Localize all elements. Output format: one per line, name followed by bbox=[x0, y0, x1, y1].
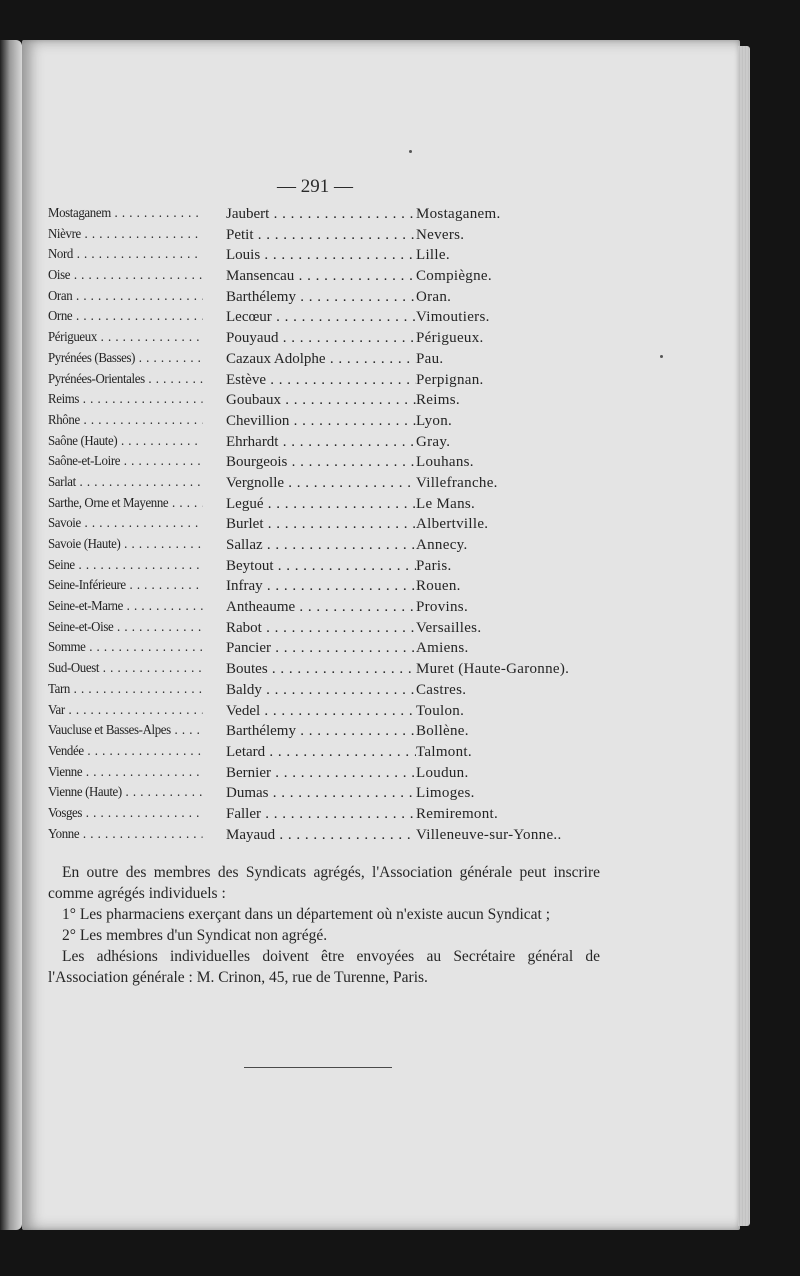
department-cell: Sarlat . . . bbox=[48, 475, 203, 491]
pharmacist-name-cell: Petit . . . bbox=[226, 227, 416, 244]
department-cell: Seine-et-Marne . . . bbox=[48, 599, 203, 615]
department-cell: Oran . . . bbox=[48, 289, 203, 305]
city-cell: Villeneuve-sur-Yonne.. bbox=[416, 826, 562, 843]
list-row bbox=[48, 372, 608, 393]
department-cell: Tarn . . . bbox=[48, 682, 203, 698]
intro-paragraph: En outre des membres des Syndicats agrégés, l'Association générale peut inscrire comme agrégés individuels : bbox=[48, 864, 600, 902]
pharmacist-name-cell: Infray . . . bbox=[226, 578, 416, 595]
department-cell: Orne . . . bbox=[48, 309, 203, 325]
pharmacist-name-cell: Lecœur . . . bbox=[226, 309, 416, 326]
pharmacist-name-cell: Bernier . . . bbox=[226, 765, 416, 782]
city-cell: Compiègne. bbox=[416, 268, 492, 285]
list-row bbox=[48, 496, 608, 517]
section-divider bbox=[244, 1067, 392, 1068]
department-cell: Sud-Ouest . . . bbox=[48, 661, 203, 677]
list-row bbox=[48, 475, 608, 496]
department-cell: Nièvre . . . bbox=[48, 227, 203, 243]
list-row bbox=[48, 289, 608, 310]
pharmacist-name-cell: Boutes . . . bbox=[226, 661, 416, 678]
department-cell: Vaucluse et Basses-Alpes . . . bbox=[48, 723, 203, 739]
city-cell: Louhans. bbox=[416, 454, 474, 471]
list-row bbox=[48, 578, 608, 599]
department-cell: Sarthe, Orne et Mayenne . . . bbox=[48, 496, 203, 512]
list-row bbox=[48, 599, 608, 620]
pharmacist-name-cell: Faller . . . bbox=[226, 806, 416, 823]
department-cell: Reims . . . bbox=[48, 392, 203, 408]
list-row bbox=[48, 640, 608, 661]
city-cell: Muret (Haute-Garonne). bbox=[416, 661, 570, 678]
department-cell: Yonne . . . bbox=[48, 827, 203, 843]
department-cell: Seine-Inférieure . . . bbox=[48, 578, 203, 594]
city-cell: Loudun. bbox=[416, 764, 469, 781]
city-cell: Albertville. bbox=[416, 516, 489, 533]
department-cell: Somme . . . bbox=[48, 640, 203, 656]
city-cell: Amiens. bbox=[416, 640, 469, 657]
department-cell: Vosges . . . bbox=[48, 806, 203, 822]
department-cell: Savoie . . . bbox=[48, 516, 203, 532]
list-row bbox=[48, 558, 608, 579]
item-1-paragraph: 1° Les pharmaciens exerçant dans un département où n'existe aucun Syndicat ; bbox=[62, 906, 551, 923]
department-cell: Pyrénées-Orientales . . . bbox=[48, 372, 203, 388]
list-row bbox=[48, 620, 608, 641]
list-row bbox=[48, 330, 608, 351]
city-cell: Rouen. bbox=[416, 578, 461, 595]
city-cell: Remiremont. bbox=[416, 805, 499, 822]
pharmacist-name-cell: Jaubert . . . bbox=[226, 206, 416, 223]
department-cell: Mostaganem . . . bbox=[48, 206, 203, 222]
list-row bbox=[48, 227, 608, 248]
pharmacist-name-cell: Vedel . . . bbox=[226, 703, 416, 720]
list-row bbox=[48, 351, 608, 372]
pharmacist-name-cell: Dumas . . . bbox=[226, 785, 416, 802]
city-cell: Périgueux. bbox=[416, 330, 484, 347]
department-cell: Seine-et-Oise . . . bbox=[48, 620, 203, 636]
pharmacist-name-cell: Louis . . . bbox=[226, 247, 416, 264]
city-cell: Vimoutiers. bbox=[416, 309, 490, 326]
pharmacist-name-cell: Baldy . . . bbox=[226, 682, 416, 699]
list-row bbox=[48, 785, 608, 806]
list-row bbox=[48, 516, 608, 537]
list-row bbox=[48, 827, 608, 848]
list-row bbox=[48, 268, 608, 289]
pharmacist-name-cell: Legué . . . bbox=[226, 496, 416, 513]
pharmacist-name-cell: Bourgeois . . . bbox=[226, 454, 416, 471]
city-cell: Oran. bbox=[416, 288, 452, 305]
pharmacist-name-cell: Ehrhardt . . . bbox=[226, 434, 416, 451]
pharmacist-name-cell: Vergnolle . . . bbox=[226, 475, 416, 492]
closing-paragraph: Les adhésions individuelles doivent être envoyées au Secrétaire général de l'Association générale : M. Crinon, 45, rue de Turenne, Paris. bbox=[48, 948, 600, 986]
city-cell: Nevers. bbox=[416, 226, 465, 243]
list-row bbox=[48, 434, 608, 455]
city-cell: Bollène. bbox=[416, 723, 469, 740]
page-stack-edge bbox=[738, 46, 750, 1226]
item-2-paragraph: 2° Les membres d'un Syndicat non agrégé. bbox=[62, 927, 328, 944]
pharmacist-name-cell: Burlet . . . bbox=[226, 516, 416, 533]
department-cell: Vienne . . . bbox=[48, 765, 203, 781]
list-row bbox=[48, 661, 608, 682]
pharmacist-name-cell: Rabot . . . bbox=[226, 620, 416, 637]
department-cell: Seine . . . bbox=[48, 558, 203, 574]
city-cell: Lille. bbox=[416, 247, 450, 264]
pharmacist-name-cell: Estève . . . bbox=[226, 372, 416, 389]
facing-page-edge bbox=[0, 40, 22, 1230]
page-number: — 291 — bbox=[277, 176, 353, 197]
notes-section bbox=[48, 862, 600, 988]
city-cell: Reims. bbox=[416, 392, 460, 409]
city-cell: Toulon. bbox=[416, 702, 465, 719]
list-row bbox=[48, 392, 608, 413]
department-cell: Oise . . . bbox=[48, 268, 203, 284]
department-cell: Saône (Haute) . . . bbox=[48, 434, 203, 450]
pharmacist-name-cell: Chevillion . . . bbox=[226, 413, 416, 430]
city-cell: Limoges. bbox=[416, 785, 475, 802]
city-cell: Villefranche. bbox=[416, 474, 498, 491]
pharmacist-name-cell: Mayaud . . . bbox=[226, 827, 416, 844]
department-cell: Pyrénées (Basses) . . . bbox=[48, 351, 203, 367]
department-cell: Vendée . . . bbox=[48, 744, 203, 760]
department-cell: Nord . . . bbox=[48, 247, 203, 263]
print-speck bbox=[660, 355, 663, 358]
department-cell: Périgueux . . . bbox=[48, 330, 203, 346]
list-row bbox=[48, 744, 608, 765]
list-row bbox=[48, 454, 608, 475]
department-cell: Saône-et-Loire . . . bbox=[48, 454, 203, 470]
list-row bbox=[48, 537, 608, 558]
city-cell: Provins. bbox=[416, 599, 468, 616]
city-cell: Le Mans. bbox=[416, 495, 476, 512]
department-cell: Vienne (Haute) . . . bbox=[48, 785, 203, 801]
list-row bbox=[48, 765, 608, 786]
pharmacist-name-cell: Goubaux . . . bbox=[226, 392, 416, 409]
department-cell: Rhône . . . bbox=[48, 413, 203, 429]
list-row bbox=[48, 703, 608, 724]
pharmacist-name-cell: Sallaz . . . bbox=[226, 537, 416, 554]
pharmacist-name-cell: Barthélemy . . . bbox=[226, 289, 416, 306]
print-speck bbox=[409, 150, 412, 153]
list-row bbox=[48, 806, 608, 827]
city-cell: Talmont. bbox=[416, 743, 472, 760]
pharmacist-name-cell: Cazaux Adolphe . . . bbox=[226, 351, 416, 368]
pharmacist-name-cell: Mansencau . . . bbox=[226, 268, 416, 285]
syndicate-list bbox=[48, 206, 608, 847]
list-row bbox=[48, 309, 608, 330]
city-cell: Versailles. bbox=[416, 619, 482, 636]
pharmacist-name-cell: Beytout . . . bbox=[226, 558, 416, 575]
list-row bbox=[48, 247, 608, 268]
department-cell: Var . . . bbox=[48, 703, 203, 719]
city-cell: Lyon. bbox=[416, 412, 453, 429]
pharmacist-name-cell: Antheaume . . . bbox=[226, 599, 416, 616]
pharmacist-name-cell: Barthélemy . . . bbox=[226, 723, 416, 740]
city-cell: Paris. bbox=[416, 557, 452, 574]
pharmacist-name-cell: Pancier . . . bbox=[226, 640, 416, 657]
city-cell: Castres. bbox=[416, 681, 467, 698]
city-cell: Mostaganem. bbox=[416, 206, 501, 222]
list-row bbox=[48, 682, 608, 703]
list-row bbox=[48, 723, 608, 744]
city-cell: Pau. bbox=[416, 350, 444, 367]
list-row bbox=[48, 206, 608, 227]
pharmacist-name-cell: Pouyaud . . . bbox=[226, 330, 416, 347]
city-cell: Gray. bbox=[416, 433, 451, 450]
city-cell: Perpignan. bbox=[416, 371, 484, 388]
department-cell: Savoie (Haute) . . . bbox=[48, 537, 203, 553]
list-row bbox=[48, 413, 608, 434]
pharmacist-name-cell: Letard . . . bbox=[226, 744, 416, 761]
city-cell: Annecy. bbox=[416, 537, 468, 553]
